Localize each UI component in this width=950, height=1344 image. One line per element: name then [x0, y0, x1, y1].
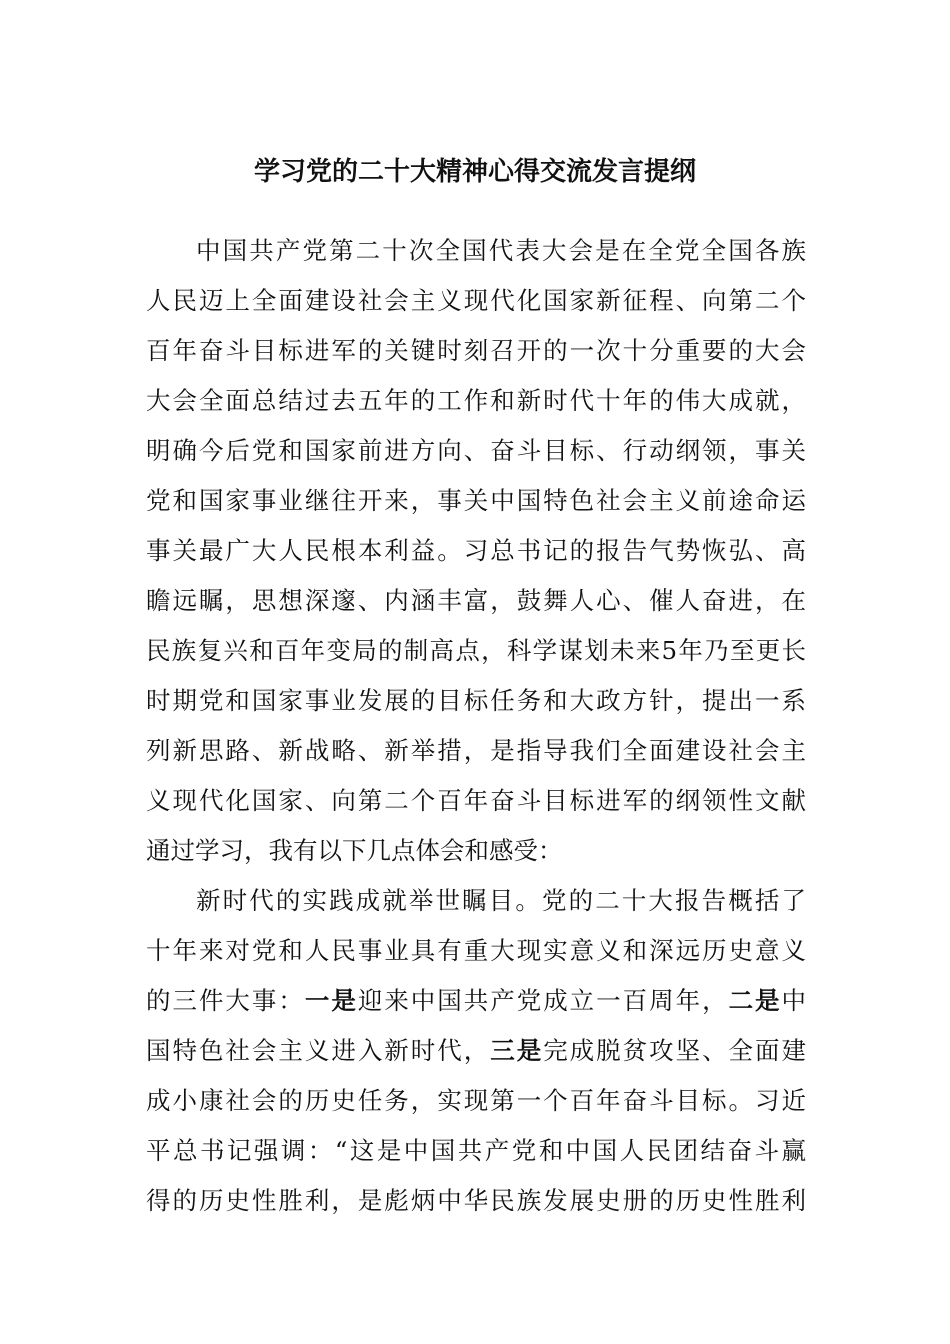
- text-run: 的三件大事：: [146, 986, 305, 1015]
- paragraph-line: [146, 981, 806, 1021]
- text-run: 中: [781, 986, 807, 1015]
- paragraph-line: 瞻远瞩，思想深邃、内涵丰富，鼓舞人心、催人奋进，在: [146, 586, 806, 615]
- paragraph-line: 党和国家事业继往开来，事关中国特色社会主义前途命运: [146, 486, 806, 515]
- paragraph-line: 得的历史性胜利，是彪炳中华民族发展史册的历史性胜利: [146, 1186, 806, 1215]
- paragraph-line: 通过学习，我有以下几点体会和感受：: [146, 836, 563, 865]
- paragraph-line: 义现代化国家、向第二个百年奋斗目标进军的纲领性文献: [146, 786, 806, 815]
- paragraph-line: 列新思路、新战略、新举措，是指导我们全面建设社会主: [146, 736, 806, 765]
- paragraph-line: 时期党和国家事业发展的目标任务和大政方针，提出一系: [146, 686, 806, 715]
- paragraph-line: 明确今后党和国家前进方向、奋斗目标、行动纲领，事关: [146, 436, 806, 465]
- paragraph-line: 事关最广大人民根本利益。习总书记的报告气势恢弘、高: [146, 536, 806, 565]
- text-run: 国特色社会主义进入新时代，: [146, 1036, 491, 1065]
- emphasis-text: 一是: [304, 986, 358, 1015]
- paragraph-line: 平总书记强调：“这是中国共产党和中国人民团结奋斗赢: [146, 1136, 806, 1165]
- paragraph-line: 新时代的实践成就举世瞩目。党的二十大报告概括了: [196, 886, 806, 915]
- paragraph-line: 成小康社会的历史任务，实现第一个百年奋斗目标。习近: [146, 1086, 806, 1115]
- paragraph-line: 百年奋斗目标进军的关键时刻召开的一次十分重要的大会: [146, 336, 806, 365]
- page-title: 学习党的二十大精神心得交流发言提纲: [253, 157, 696, 187]
- emphasis-text: 二是: [728, 986, 782, 1015]
- paragraph-line: 人民迈上全面建设社会主义现代化国家新征程、向第二个: [146, 286, 806, 315]
- paragraph-line: 中国共产党第二十次全国代表大会是在全党全国各族: [196, 236, 806, 265]
- paragraph-line: 大会全面总结过去五年的工作和新时代十年的伟大成就，: [146, 386, 806, 415]
- paragraph-line: 十年来对党和人民事业具有重大现实意义和深远历史意义: [146, 936, 806, 965]
- paragraph-line: [146, 1031, 806, 1071]
- emphasis-text: 三是: [490, 1036, 544, 1065]
- text-run: 迎来中国共产党成立一百周年，: [357, 986, 729, 1015]
- paragraph-line: 民族复兴和百年变局的制高点，科学谋划未来5年乃至更长: [146, 636, 806, 665]
- text-run: 完成脱贫攻坚、全面建: [543, 1036, 807, 1065]
